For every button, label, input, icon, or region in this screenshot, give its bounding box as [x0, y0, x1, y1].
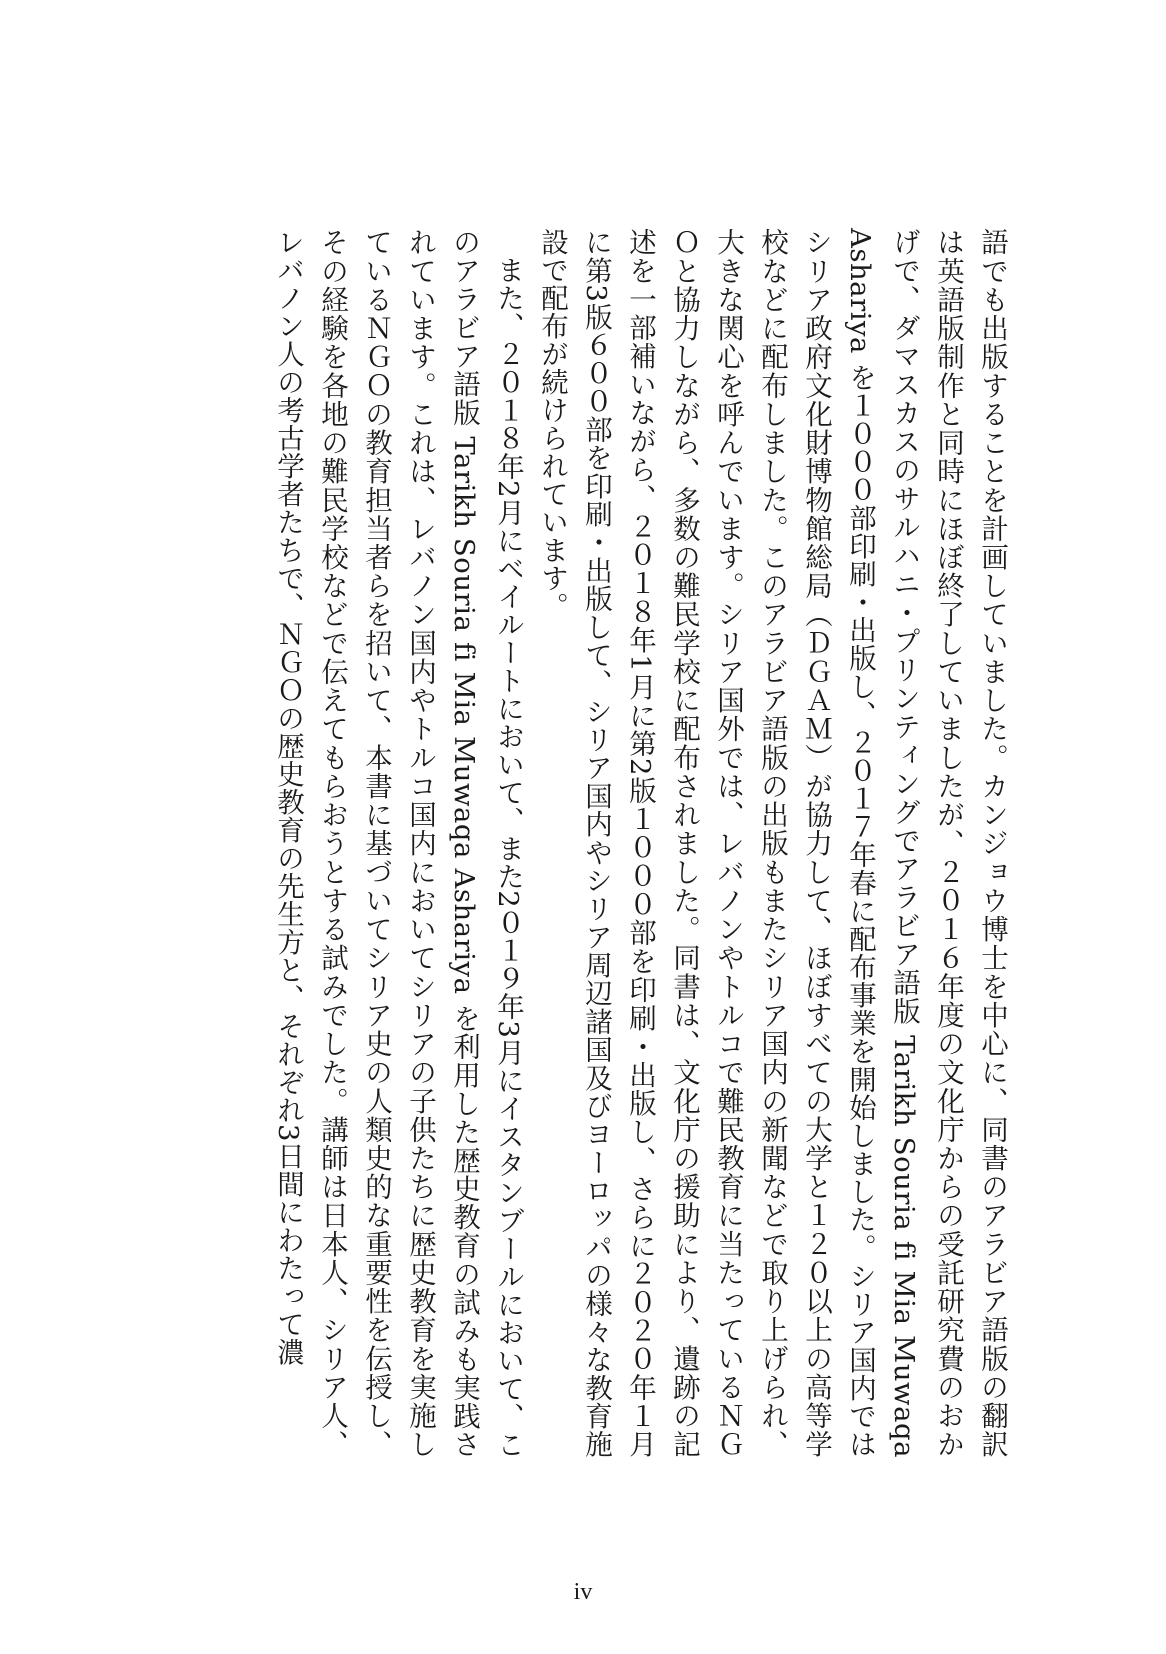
page-number: iv — [573, 1579, 593, 1605]
paragraph-2: また、２０１８年2月にベイルートにおいて、また2０１９年3月にイスタンブールにおいて、このアラビア語版 Tarikh Souria fi Mia Muwaqa Ashariya を利用した歴史教育の試みも実践されています。これは、レバノン国内やトルコ国内においてシリアの子供たちに歴史教育を実施しているＮＧＯの教育担当者らを招いて、本書に基づいてシリア史の人類史的な重要性を伝授し、その経験を各地の難民学校などで伝えてもらおうとする試みでした。講師は日本人、シリア人、レバノン人の考古学者たちで、ＮＧＯの歴史教育の先生方と、それぞれ3日間にわたって濃 — [272, 228, 524, 1458]
paragraph-1: 語でも出版することを計画していました。カンジョウ博士を中心に、同書のアラビア語版の翻訳は英語版制作と同時にほぼ終了していましたが、２０１６年度の文化庁からの受託研究費のおかげで、ダマスカスのサルハニ・プリンティングでアラビア語版 Tarikh Souria fi Mia Muwaqa Ashariya を１０００部印刷・出版し、２０１７年春に配布事業を開始しました。シリア国内ではシリア政府文化財博物館総局（ＤＧＡＭ）が協力して、ほぼすべての大学と１２０以上の高等学校などに配布しました。このアラビア語版の出版もまたシリア国内の新聞などで取り上げられ、大きな関心を呼んでいます。シリア国外では、レバノンやトルコで難民教育に当たっているＮＧＯと協力しながら、多数の難民学校に配布されました。同書は、文化庁の援助により、遺跡の記述を一部補いながら、２０１８年1月に第2版１０００部を印刷・出版し、さらに２０２０年１月に第3版６００部を印刷・出版して、シリア国内やシリア周辺諸国及びヨーロッパの様々な教育施設で配布が続けられています。 — [536, 228, 1008, 1458]
vertical-body-text — [144, 228, 1014, 1458]
